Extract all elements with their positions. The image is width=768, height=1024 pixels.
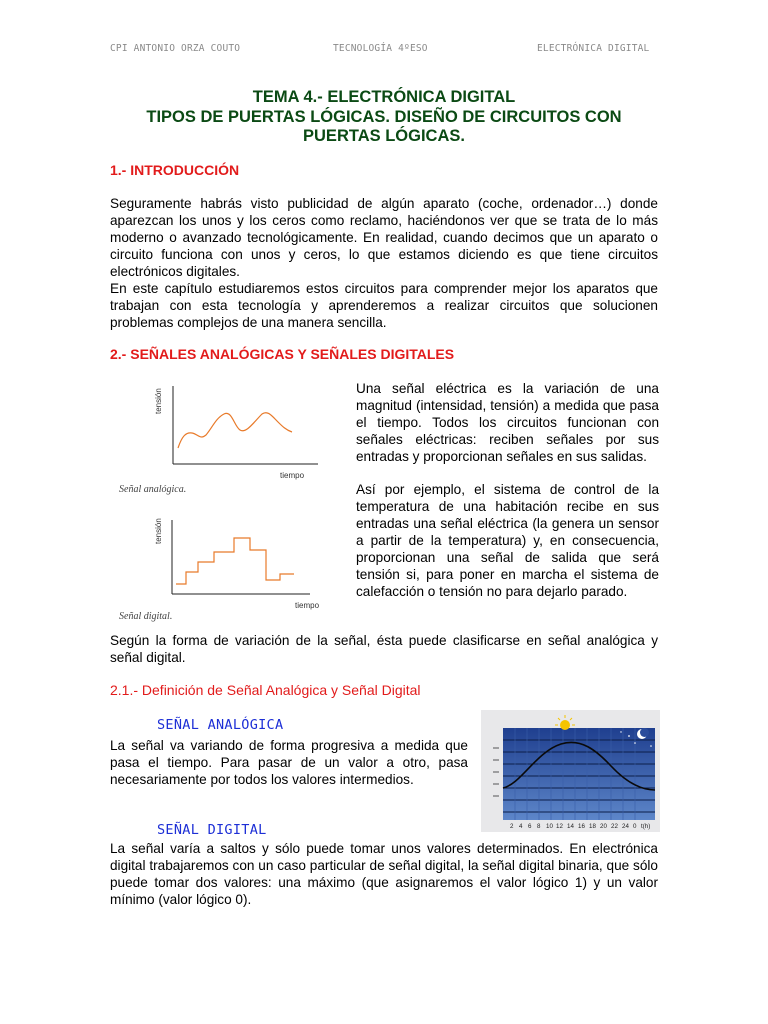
digital-signal-figure — [110, 514, 335, 624]
x-tick: 22 — [611, 823, 618, 830]
digital-signal-text: La señal varía a saltos y sólo puede tomar unos valores determinados. En electrónica digital trabajaremos con un caso particular de señal digital, la señal digital binaria, que sólo puede tomar dos valores: una máximo (que asignaremos el valor lógico 1) y un valor mínimo (valor lógico 0). — [110, 841, 658, 907]
daily-temperature-figure — [481, 710, 660, 832]
x-tick: t(h) — [641, 823, 651, 830]
intro-paragraph-1: Seguramente habrás visto publicidad de algún aparato (coche, ordenador…) donde aparezcan los unos y los ceros como reclamo, haciéndonos ver que se trata de lo más moderno o avanzado tecnológicamente. En realidad, cuando decimos que un aparato o circuito funciona con unos y ceros, lo que estamos diciendo es que tiene circuitos electrónicos digitales. — [110, 196, 658, 279]
header-subject: TECNOLOGÍA 4ºESO — [333, 43, 428, 54]
intro-paragraph-2: En este capítulo estudiaremos estos circuitos para comprender mejor los aparatos que trabajan con esta tecnología y aprenderemos a realizar circuitos que solucionen problemas complejos de una manera sencilla. — [110, 281, 658, 330]
classification-text: Según la forma de variación de la señal, ésta puede clasificarse en señal analógica y señal digital. — [110, 633, 658, 665]
digital-caption: Señal digital. — [119, 611, 173, 622]
digital-xlabel: tiempo — [295, 601, 320, 610]
analog-signal-title: SEÑAL ANALÓGICA — [157, 717, 284, 733]
section-1-heading: 1.- INTRODUCCIÓN — [110, 162, 240, 178]
title-line-3: PUERTAS LÓGICAS. — [303, 127, 465, 145]
section-2-1-heading: 2.1.- Definición de Señal Analógica y Señal Digital — [110, 682, 421, 698]
temperature-example-text: Así por ejemplo, el sistema de control de la temperatura de una habitación recibe en sus entradas una señal eléctrica (la genera un sensor a partir de la temperatura) y, en consecuencia, proporcionan una señal de salida que será tensión si, para poner en marcha el sistema de calefacción o tensión no para dejarlo parado. — [356, 482, 659, 599]
x-tick: 18 — [589, 823, 596, 830]
x-tick: 16 — [578, 823, 585, 830]
title-line-1: TEMA 4.- ELECTRÓNICA DIGITAL — [252, 88, 516, 106]
x-tick: 14 — [567, 823, 574, 830]
signal-definition-text: Una señal eléctrica es la variación de una magnitud (intensidad, tensión) a medida que pasa el tiempo. Todos los circuitos funcionan con señales eléctricas: reciben señales por sus entradas y proporcionan señales en sus salidas. — [356, 381, 659, 464]
analog-signal-text: La señal va variando de forma progresiva a medida que pasa el tiempo. Para pasar de un valor a otro, pasa necesariamente por todos los valores intermedios. — [110, 738, 468, 787]
x-tick: 8 — [537, 823, 541, 830]
analog-signal-curve — [178, 413, 292, 448]
x-tick: 6 — [528, 823, 532, 830]
analog-signal-figure — [110, 378, 335, 498]
analog-xlabel: tiempo — [280, 471, 305, 480]
header-school: CPI ANTONIO ORZA COUTO — [110, 43, 241, 54]
x-tick: 4 — [519, 823, 523, 830]
x-tick: 0 — [633, 823, 637, 830]
digital-ylabel: tensión — [154, 518, 163, 544]
analog-caption: Señal analógica. — [119, 484, 187, 495]
x-tick: 10 — [546, 823, 553, 830]
sky-background — [503, 728, 655, 820]
header-topic: ELECTRÓNICA DIGITAL — [537, 43, 650, 54]
x-tick: 24 — [622, 823, 629, 830]
title-line-2: TIPOS DE PUERTAS LÓGICAS. DISEÑO DE CIRCUITOS CON — [146, 108, 622, 126]
x-tick: 20 — [600, 823, 607, 830]
digital-signal-steps — [176, 538, 294, 584]
x-tick: 12 — [556, 823, 563, 830]
digital-signal-title: SEÑAL DIGITAL — [157, 822, 267, 838]
analog-ylabel: tensión — [154, 388, 163, 414]
section-2-heading: 2.- SEÑALES ANALÓGICAS Y SEÑALES DIGITALES — [110, 346, 455, 362]
x-tick: 2 — [510, 823, 514, 830]
